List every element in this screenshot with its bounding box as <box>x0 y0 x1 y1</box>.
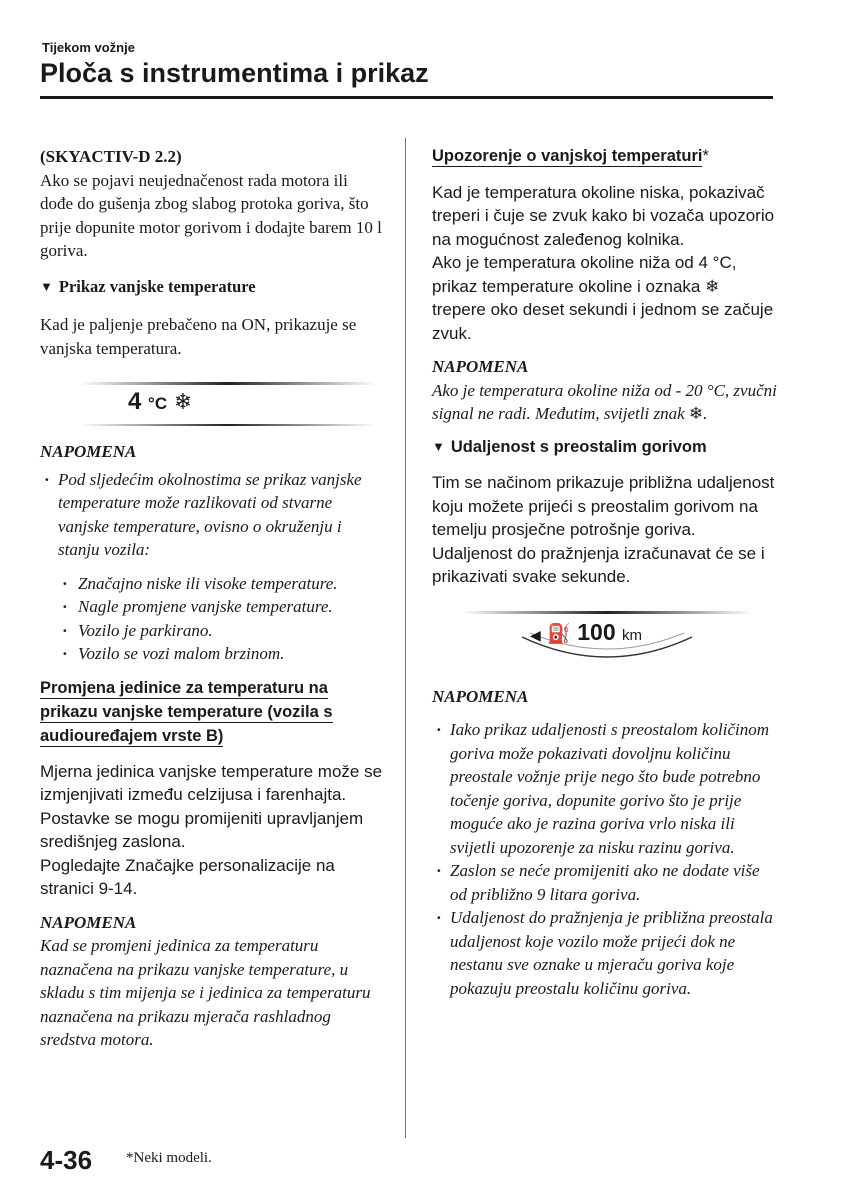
display-frame-icon <box>80 380 380 432</box>
note3-text-b: . <box>703 404 708 423</box>
note1-title: NAPOMENA <box>40 442 137 461</box>
footnote: *Neki modeli. <box>126 1150 212 1166</box>
note4-title: NAPOMENA <box>432 686 529 706</box>
list-item: · Vozilo je parkirano. <box>58 619 385 643</box>
unit-heading-line3: audiouređajem vrste B) <box>40 726 224 745</box>
temp-display-readout <box>128 390 192 416</box>
fuel-pump-icon: ⛽ <box>547 623 571 645</box>
note2-title: NAPOMENA <box>40 912 137 932</box>
range-heading-row <box>432 436 777 460</box>
warning-heading-row <box>432 145 777 169</box>
note1-intro: · Pod sljedećim okolnostima se prikaz vanjske temperature može razlikovati od stvarne vanjske temperature, ovisno o okruženju i stanju vozila: <box>40 468 385 562</box>
skyactiv-text: Ako se pojavi neujednačenost rada motora ili dođe do gušenja zbog slabog protoka goriva, što prije dopunite motor gorivom i dodajte barem 10 l goriva. <box>40 170 382 260</box>
page-title: Ploča s instrumentima i prikaz <box>40 58 429 88</box>
note1-sublist <box>58 572 385 666</box>
unit-heading-line1: Promjena jedinice za temperaturu na <box>40 678 328 697</box>
temp-display-unit: °C <box>148 394 168 413</box>
column-divider <box>405 138 406 1138</box>
outside-temp-text: Kad je paljenje prebačeno na ON, prikazuje se vanjska temperatura. <box>40 315 357 358</box>
temp-display-value: 4 <box>128 388 142 415</box>
right-column <box>432 145 777 1000</box>
warning-asterisk: * <box>702 147 709 165</box>
section-label: Tijekom vožnje <box>42 40 135 55</box>
outside-temp-heading-row <box>40 275 385 300</box>
list-item: · Nagle promjene vanjske temperature. <box>58 595 385 619</box>
page-number: 4-36 <box>40 1145 93 1175</box>
unit-heading-line2: prikazu vanjske temperature (vozila s <box>40 702 333 721</box>
unit-text-3: Pogledajte Značajke personalizacije na stranici 9-14. <box>40 855 335 898</box>
range-display-illustration <box>432 607 777 671</box>
snowflake-icon: ❄ <box>705 276 720 296</box>
list-item: · Iako prikaz udaljenosti s preostalom količinom goriva može pokazivati dovoljnu količinu preostale vožnje prije nego što bude potrebno točenje goriva, dopunite gorivo što je prije moguće ako je razina goriva vrlo niska ili svijetli upozorenje za nisku razinu goriva. <box>432 718 777 859</box>
list-item: · Vozilo se vozi malom brzinom. <box>58 642 385 666</box>
list-item: · Udaljenost do pražnjenja je približna preostala udaljenost koje vozilo može prijeći dok ne nestanu sve oznake u mjeraču goriva koje pokazuju preostalu količinu goriva. <box>432 906 777 1000</box>
unit-text-1: Mjerna jedinica vanjske temperature može se izmjenjivati između celzijusa i farenhajta. <box>40 761 383 804</box>
range-display-unit: km <box>622 626 642 644</box>
unit-text-2: Postavke se mogu promijeniti upravljanjem središnjeg zaslona. <box>40 808 364 851</box>
note4-list <box>432 718 777 1000</box>
temperature-display-illustration <box>40 380 385 432</box>
left-column <box>40 145 385 1052</box>
skyactiv-heading: (SKYACTIV-D 2.2) <box>40 147 182 166</box>
note2-text: Kad se promjeni jedinica za temperaturu naznačena na prikazu vanjske temperature, u skladu s tim mijenja se i jedinica za temperaturu naznačena na prikazu mjerača rashladnog sredstva motora. <box>40 936 371 1049</box>
list-item: · Zaslon se neće promijeniti ako ne dodate više od približno 9 litara goriva. <box>432 859 777 906</box>
range-text-1: Tim se načinom prikazuje približna udaljenost koju možete prijeći s preostalim gorivom na temelju prosječne potrošnje goriva. <box>432 473 775 539</box>
arrow-left-icon: ◀ <box>530 626 541 643</box>
triangle-bullet-icon: ▼ <box>432 438 445 454</box>
warning-text-2b: trepere oko deset sekundi i jednom se začuje zvuk. <box>432 300 774 343</box>
note3-title: NAPOMENA <box>432 357 529 376</box>
note3-text-a: Ako je temperatura okoline niža od - 20 °C, zvučni signal ne radi. Međutim, svijetli znak <box>432 380 777 423</box>
snowflake-icon: ❄ <box>688 404 704 423</box>
title-rule <box>40 96 773 99</box>
snowflake-icon: ❄ <box>173 389 193 414</box>
range-display-readout <box>530 618 642 648</box>
warning-text-2a: Ako je temperatura okoline niža od 4 °C, prikaz temperature okoline i oznaka <box>432 253 737 296</box>
range-display-value: 100 <box>577 618 616 645</box>
warning-text-1: Kad je temperatura okoline niska, pokazivač treperi i čuje se zvuk kako bi vozača upozorio na mogućnost zaleđenog kolnika. <box>432 182 775 249</box>
unit-heading <box>40 676 385 748</box>
list-item: · Značajno niske ili visoke temperature. <box>58 572 385 596</box>
range-text-2: Udaljenost do pražnjenja izračunavat će se i prikazivati svake sekunde. <box>432 543 765 586</box>
range-heading: Udaljenost s preostalim gorivom <box>450 437 707 456</box>
outside-temp-heading: Prikaz vanjske temperature <box>58 276 256 296</box>
note1-list <box>40 468 385 562</box>
note3-text <box>432 379 777 426</box>
warning-heading: Upozorenje o vanjskoj temperaturi <box>432 147 703 165</box>
triangle-bullet-icon: ▼ <box>40 278 53 294</box>
warning-text-2 <box>432 251 777 345</box>
